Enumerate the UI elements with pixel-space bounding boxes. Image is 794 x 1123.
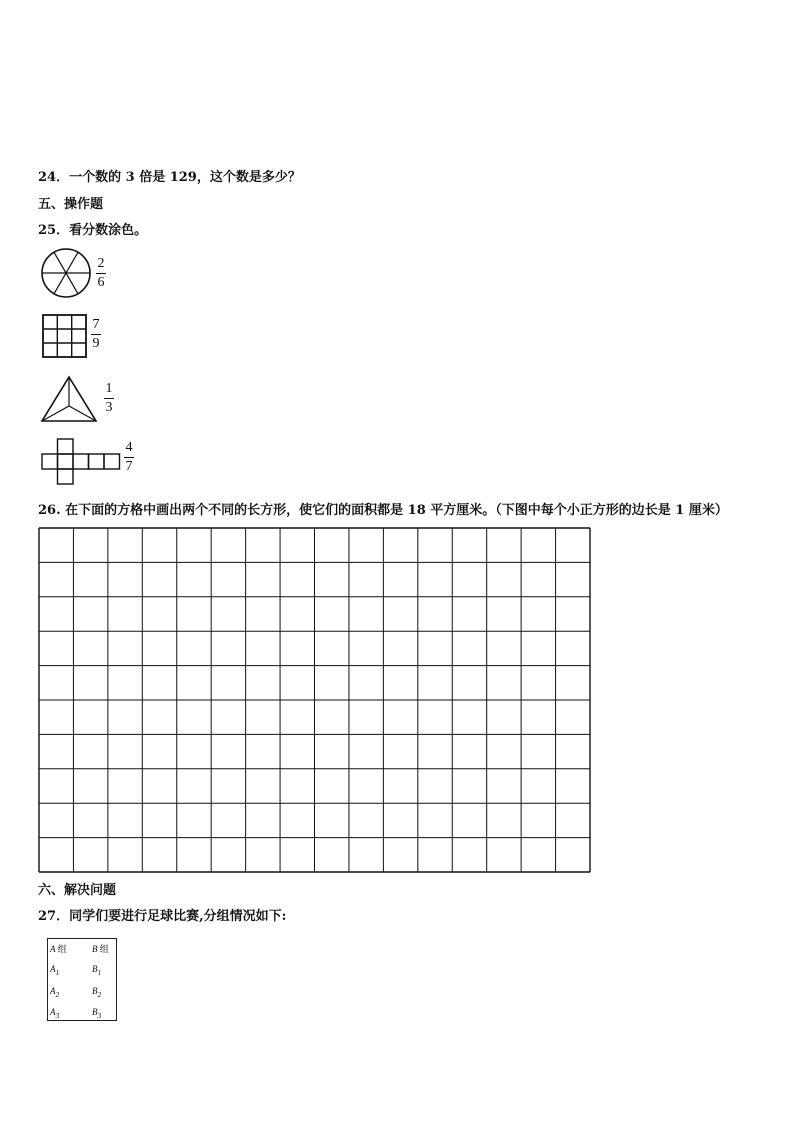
- numerator: 7: [92, 317, 100, 332]
- fraction-1-3: [104, 381, 114, 416]
- denominator: 6: [97, 275, 105, 290]
- section-title-problem-solving: 六、解决问题: [38, 883, 117, 898]
- numerator: 2: [97, 256, 105, 271]
- numerator: 4: [125, 440, 133, 455]
- fraction-2-6: [96, 256, 106, 291]
- question-26: 26. 在下面的方格中画出两个不同的长方形，使它们的面积都是 18 平方厘米。（下图中每个小正方形的边长是 1 厘米）: [38, 503, 728, 518]
- numerator: 1: [105, 381, 113, 396]
- section-title-operations: 五、操作题: [38, 197, 104, 212]
- fraction-4-7: [124, 440, 134, 475]
- team-grouping-table: A 组 B 组 $A_1$ $B_1$ $A_2$ $B_2$ $A_3$ $B_3$: [47, 938, 117, 1021]
- denominator: 9: [92, 336, 100, 351]
- question-27: 27．同学们要进行足球比赛,分组情况如下:: [38, 909, 287, 924]
- header-a: A 组: [50, 944, 67, 954]
- header-b: B 组: [92, 944, 109, 954]
- question-25: 25．看分数涂色。: [38, 223, 148, 238]
- square-grid[interactable]: [38, 527, 591, 873]
- denominator: 7: [125, 459, 133, 474]
- fraction-7-9: [91, 317, 101, 352]
- nine-square-grid-figure: [42, 314, 88, 358]
- denominator: 3: [105, 400, 113, 415]
- circle-six-parts-figure: [40, 247, 92, 299]
- triangle-three-parts-figure: [40, 375, 98, 423]
- question-24: 24．一个数的 3 倍是 129，这个数是多少？: [38, 170, 301, 185]
- cross-seven-squares-figure: [41, 438, 121, 486]
